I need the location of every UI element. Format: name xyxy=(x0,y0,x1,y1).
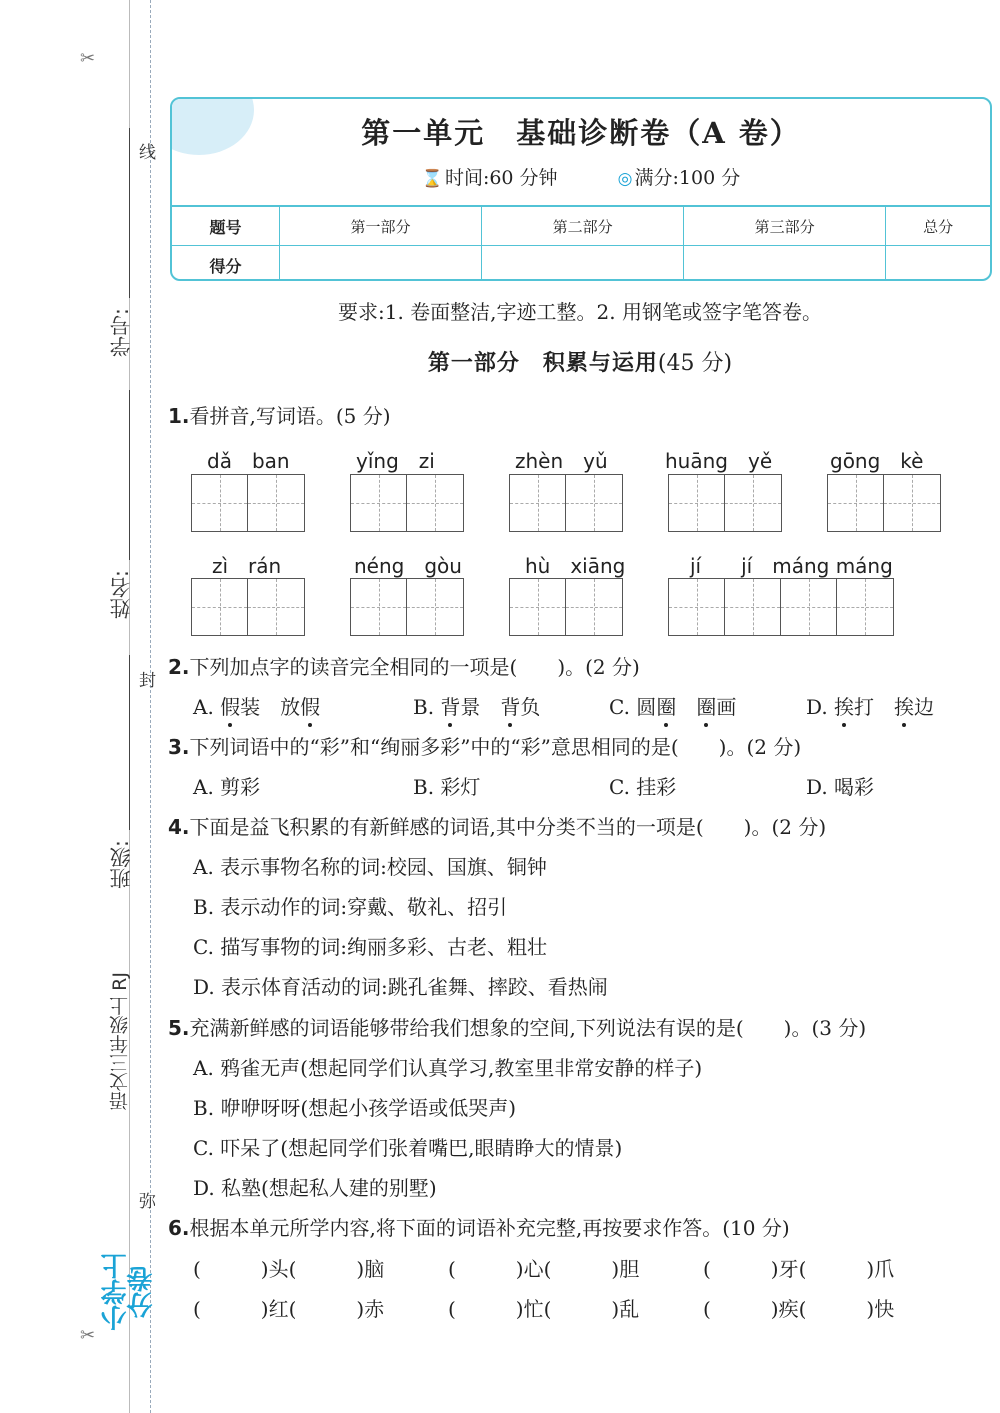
class-field[interactable] xyxy=(129,655,130,830)
writing-grid[interactable] xyxy=(350,578,464,636)
q6-fill-blank[interactable]: ( )忙( )乱 xyxy=(448,1297,640,1321)
score-cell[interactable] xyxy=(684,246,886,282)
exam-header xyxy=(170,97,992,281)
full-score: 满分:100 分 xyxy=(634,167,741,189)
q6-fill-blank[interactable]: ( )心( )胆 xyxy=(448,1257,640,1281)
question-2: 2.下列加点字的读音完全相同的一项是( )。(2 分) xyxy=(168,655,640,679)
q3-option-b[interactable]: B. 彩灯 xyxy=(413,775,481,799)
score-row-label: 得分 xyxy=(172,246,280,282)
pinyin: huāng yě xyxy=(665,449,773,473)
q2-option-b[interactable]: B. 背景 背负 xyxy=(413,691,540,720)
writing-grid[interactable] xyxy=(509,474,623,532)
score-table xyxy=(172,205,990,281)
exam-meta xyxy=(172,163,990,190)
class-label: 班级: xyxy=(109,840,133,890)
score-table-header: 第二部分 xyxy=(482,206,684,246)
line-mark: 线 xyxy=(139,143,156,163)
question-5: 5.充满新鲜感的词语能够带给我们想象的空间,下列说法有误的是( )。(3 分) xyxy=(168,1016,867,1040)
q5-option-a[interactable]: A. 鸦雀无声(想起同学们认真学习,教室里非常安静的样子) xyxy=(193,1056,703,1080)
q6-fill-blank[interactable]: ( )头( )脑 xyxy=(193,1257,385,1281)
q2-option-c[interactable]: C. 圆圈 圈画 xyxy=(609,691,736,720)
pinyin: dǎ ban xyxy=(207,449,290,473)
q6-fill-blank[interactable]: ( )红( )赤 xyxy=(193,1297,385,1321)
pinyin: hù xiāng xyxy=(525,554,626,578)
brand-logo: 小学上分卷 xyxy=(101,1253,157,1332)
name-label: 姓名: xyxy=(109,570,133,620)
score-cell[interactable] xyxy=(482,246,684,282)
q4-option-a[interactable]: A. 表示事物名称的词:校园、国旗、铜钟 xyxy=(193,855,547,879)
score-table-header: 第三部分 xyxy=(684,206,886,246)
q2-option-a[interactable]: A. 假装 放假 xyxy=(193,691,320,720)
q3-option-c[interactable]: C. 挂彩 xyxy=(609,775,677,799)
q4-option-c[interactable]: C. 描写事物的词:绚丽多彩、古老、粗壮 xyxy=(193,935,548,959)
writing-grid[interactable] xyxy=(827,474,941,532)
score-table-header: 题号 xyxy=(172,206,280,246)
q5-option-c[interactable]: C. 吓呆了(想起同学们张着嘴巴,眼睛睁大的情景) xyxy=(193,1136,623,1160)
pinyin: jí jí máng máng xyxy=(690,554,893,578)
q6-fill-blank[interactable]: ( )疾( )快 xyxy=(703,1297,895,1321)
q5-option-d[interactable]: D. 私塾(想起私人建的别墅) xyxy=(193,1176,437,1200)
score-cell[interactable] xyxy=(280,246,482,282)
q6-fill-blank[interactable]: ( )牙( )爪 xyxy=(703,1257,895,1281)
writing-grid[interactable] xyxy=(191,578,305,636)
writing-grid[interactable] xyxy=(191,474,305,532)
score-icon: ◎ xyxy=(617,169,633,189)
student-no-label: 学号: xyxy=(109,308,133,358)
q4-option-b[interactable]: B. 表示动作的词:穿戴、敬礼、招引 xyxy=(193,895,508,919)
question-6: 6.根据本单元所学内容,将下面的词语补充完整,再按要求作答。(10 分) xyxy=(168,1216,790,1240)
pinyin: néng gòu xyxy=(354,554,462,578)
score-table-header: 总分 xyxy=(886,206,990,246)
requirements: 要求:1. 卷面整洁,字迹工整。2. 用钢笔或签字笔答卷。 xyxy=(338,300,822,324)
part1-title: 第一部分 积累与运用 xyxy=(427,351,658,376)
pinyin: gōng kè xyxy=(830,449,924,473)
question-4: 4.下面是益飞积累的有新鲜感的词语,其中分类不当的一项是( )。(2 分) xyxy=(168,815,827,839)
subject-label: 语文三年级上 RJ xyxy=(109,972,131,1111)
seal-mark: 封 xyxy=(139,671,156,691)
score-table-header: 第一部分 xyxy=(280,206,482,246)
part1-score: (45 分) xyxy=(657,351,733,376)
binding-strip xyxy=(0,0,157,1413)
q3-option-a[interactable]: A. 剪彩 xyxy=(193,775,261,799)
q4-option-d[interactable]: D. 表示体育活动的词:跳孔雀舞、摔跤、看热闹 xyxy=(193,975,608,999)
writing-grid[interactable] xyxy=(668,474,782,532)
writing-grid[interactable] xyxy=(350,474,464,532)
scissor-icon: ✂ xyxy=(80,1325,96,1346)
writing-grid[interactable] xyxy=(509,578,623,636)
question-3: 3.下列词语中的“彩”和“绚丽多彩”中的“彩”意思相同的是( )。(2 分) xyxy=(168,735,802,759)
pinyin: zì rán xyxy=(212,554,282,578)
part1-heading xyxy=(160,346,1000,377)
writing-grid[interactable] xyxy=(668,578,894,636)
score-cell[interactable] xyxy=(886,246,990,282)
q2-option-d[interactable]: D. 挨打 挨边 xyxy=(806,691,934,720)
pinyin: zhèn yǔ xyxy=(515,449,608,473)
tight-mark: 弥 xyxy=(139,1192,156,1212)
student-no-field[interactable] xyxy=(129,128,130,298)
hourglass-icon: ⌛ xyxy=(421,169,443,189)
pinyin: yǐng zi xyxy=(356,449,435,473)
q3-option-d[interactable]: D. 喝彩 xyxy=(806,775,875,799)
question-1: 1.看拼音,写词语。(5 分) xyxy=(168,404,391,428)
time-limit: 时间:60 分钟 xyxy=(444,167,558,189)
scissor-icon: ✂ xyxy=(80,48,96,69)
q5-option-b[interactable]: B. 咿咿呀呀(想起小孩学语或低哭声) xyxy=(193,1096,517,1120)
exam-title: 第一单元 基础诊断卷（A 卷） xyxy=(361,116,801,150)
name-field[interactable] xyxy=(129,390,130,560)
